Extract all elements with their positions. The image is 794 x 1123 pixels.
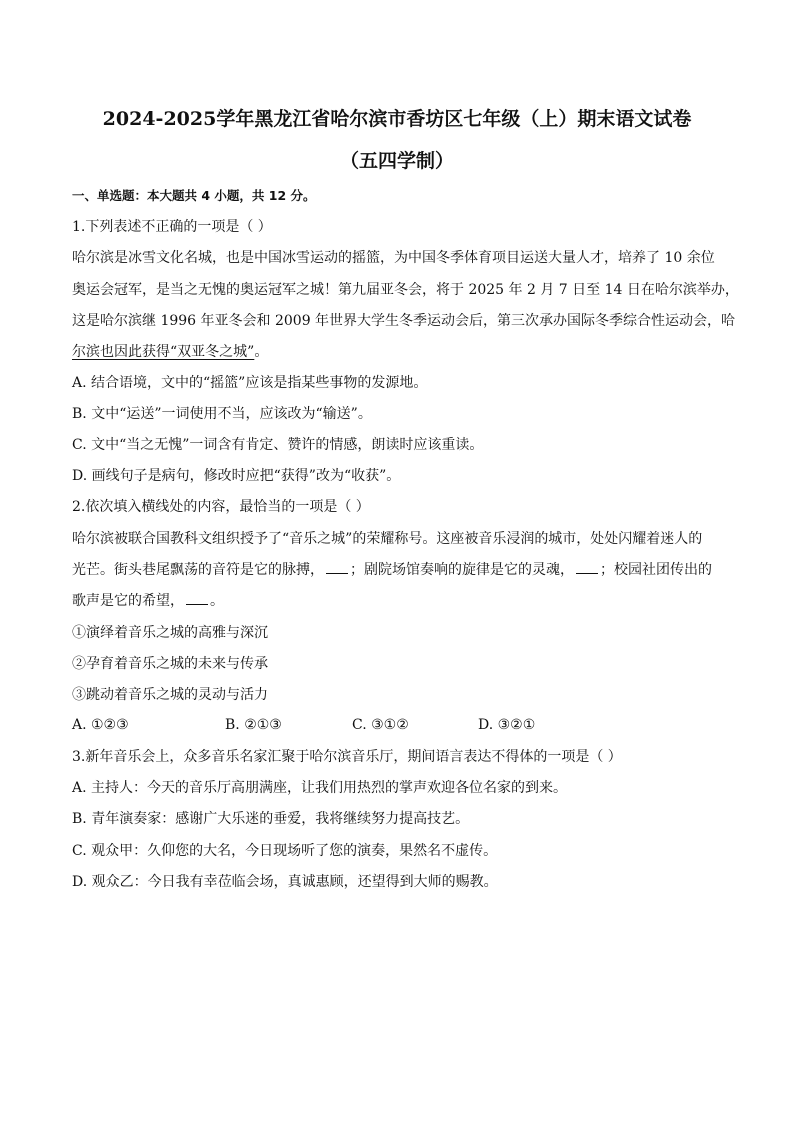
q1-underlined-sentence: 尔滨也因此获得“双亚冬之城” bbox=[72, 344, 255, 360]
q3-stem: 3.新年音乐会上，众多音乐名家汇聚于哈尔滨音乐厅，期间语言表达不得体的一项是（ ） bbox=[72, 749, 622, 765]
q1-option-a: A. 结合语境，文中的“摇篮”应该是指某些事物的发源地。 bbox=[72, 375, 428, 391]
q2-item-3: ③跳动着音乐之城的灵动与活力 bbox=[72, 687, 268, 703]
q2-passage-text: ；剧院场馆奏响的旋律是它的灵魂， bbox=[350, 562, 574, 578]
exam-title: 2024-2025学年黑龙江省哈尔滨市香坊区七年级（上）期末语文试卷 bbox=[102, 108, 692, 130]
q1-passage-line-3: 这是哈尔滨继 1996 年亚冬会和 2009 年世界大学生冬季运动会后，第三次承办国际冬季综合性运动会，哈 bbox=[72, 313, 736, 329]
q2-passage-line-3 bbox=[72, 592, 732, 610]
q2-option-d: D. ③②① bbox=[478, 717, 536, 733]
answer-blank bbox=[186, 592, 208, 605]
q3-option-d: D. 观众乙：今日我有幸莅临会场，真诚惠顾，还望得到大师的赐教。 bbox=[72, 874, 498, 890]
q2-stem: 2.依次填入横线处的内容，最恰当的一项是（ ） bbox=[72, 499, 370, 515]
q3-option-b: B. 青年演奏家：感谢广大乐迷的垂爱，我将继续努力提高技艺。 bbox=[72, 811, 470, 827]
q1-passage-line-4 bbox=[72, 343, 732, 361]
q1-option-d: D. 画线句子是病句，修改时应把“获得”改为“收获”。 bbox=[72, 468, 401, 484]
answer-blank bbox=[326, 561, 348, 574]
q1-stem: 1.下列表述不正确的一项是（ ） bbox=[72, 219, 272, 235]
q2-passage-text: 光芒。街头巷尾飘荡的音符是它的脉搏， bbox=[72, 562, 324, 578]
q2-option-c: C. ③①② bbox=[352, 717, 409, 733]
q2-passage-text: ；校园社团传出的 bbox=[600, 562, 712, 578]
q2-passage-text: 歌声是它的希望， bbox=[72, 593, 184, 609]
q1-passage-line-1: 哈尔滨是冰雪文化名城，也是中国冰雪运动的摇篮，为中国冬季体育项目运送大量人才，培养了 10 余位 bbox=[72, 250, 715, 266]
q1-passage-end: 。 bbox=[254, 344, 269, 360]
q2-passage-line-1: 哈尔滨被联合国教科文组织授予了“音乐之城”的荣耀称号。这座被音乐浸润的城市，处处闪耀着迷人的 bbox=[72, 531, 703, 547]
q2-option-b: B. ②①③ bbox=[225, 717, 282, 733]
exam-subtitle: （五四学制） bbox=[339, 150, 454, 172]
q1-option-c: C. 文中“当之无愧”一词含有肯定、赞许的情感，朗读时应该重读。 bbox=[72, 437, 484, 453]
q3-option-a: A. 主持人：今天的音乐厅高朋满座，让我们用热烈的掌声欢迎各位名家的到来。 bbox=[72, 780, 568, 796]
section-heading: 一、单选题：本大题共 4 小题，共 12 分。 bbox=[72, 188, 316, 203]
q1-option-b: B. 文中“运送”一词使用不当，应该改为“输送”。 bbox=[72, 406, 372, 422]
q2-item-1: ①演绎着音乐之城的高雅与深沉 bbox=[72, 625, 268, 641]
q2-item-2: ②孕育着音乐之城的未来与传承 bbox=[72, 656, 268, 672]
q2-passage-text: 。 bbox=[210, 593, 224, 609]
q1-passage-line-2: 奥运会冠军，是当之无愧的奥运冠军之城！第九届亚冬会，将于 2025 年 2 月 7 日至 14 日在哈尔滨举办， bbox=[72, 282, 739, 298]
q2-passage-line-2 bbox=[72, 561, 732, 579]
q2-option-a: A. ①②③ bbox=[72, 717, 129, 733]
q3-option-c: C. 观众甲：久仰您的大名，今日现场听了您的演奏，果然名不虚传。 bbox=[72, 843, 498, 859]
answer-blank bbox=[576, 561, 598, 574]
